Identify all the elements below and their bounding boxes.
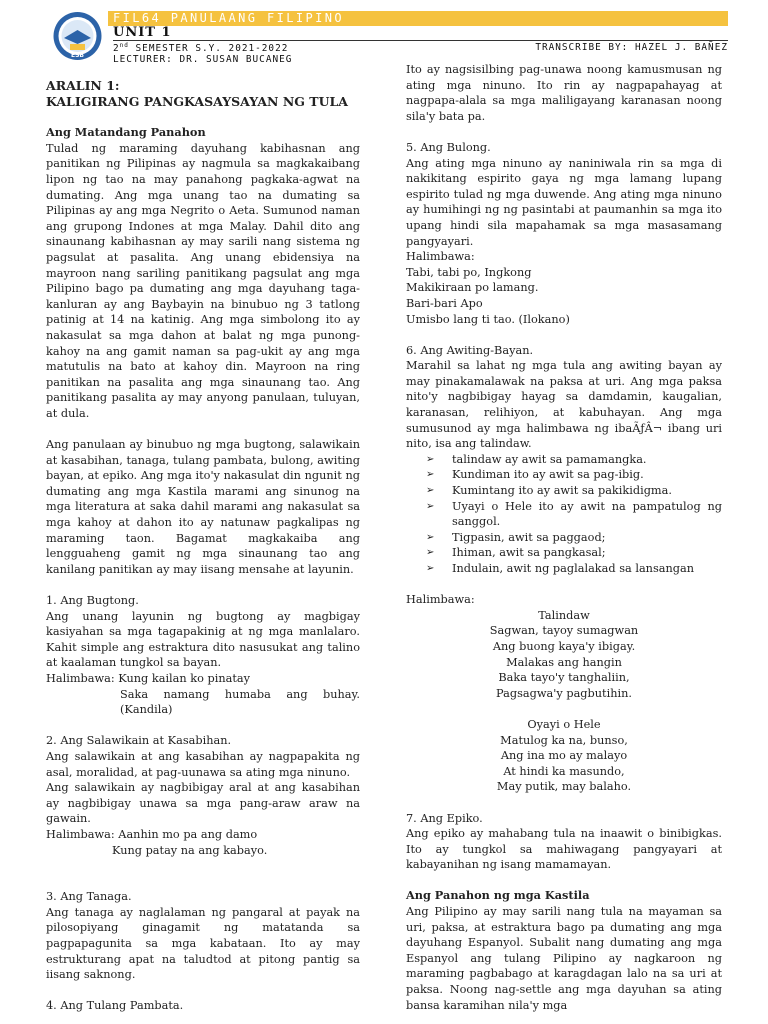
- poem-line: Malakas ang hangin: [506, 655, 622, 669]
- item-heading-salawikain: 2. Ang Salawikain at Kasabihan.: [46, 734, 232, 748]
- lesson-number: ARALIN 1:: [46, 77, 120, 93]
- example-line: Kung patay na ang kabayo.: [112, 843, 268, 857]
- poem-line: Pagsagwa'y pagbutihin.: [496, 686, 632, 700]
- poem-line: May putik, may balaho.: [496, 780, 632, 794]
- poem-line: Ang buong kaya'y ibigay.: [492, 639, 636, 653]
- poem-line: Baka tayo'y tanghaliin,: [498, 671, 630, 685]
- paragraph: Marahil sa lahat ng mga tula ang awiting bayan ay may pinakamalawak na paksa at uri. Ang mga paksa nito'y nagbibigay hayag sa damdamin, kaugalian, karanasan, relihiyon, at kabuhayan. Ang mga sumusunod ay mga halimbawa ng ibaÃƒÂ¬ ibang uri nito, isa ang talindaw.: [406, 359, 722, 451]
- example-line: Makikiraan po lamang.: [406, 281, 539, 295]
- poem-line: At hindi ka masundo,: [503, 764, 625, 778]
- list-item: ➢ Tigpasin, awit sa paggaod;: [426, 530, 606, 544]
- example-label: Halimbawa:: [406, 250, 475, 264]
- lecturer-label: LECTURER: DR. SUSAN BUCANEG: [113, 54, 293, 65]
- paragraph: Ito ay nagsisilbing pag-unawa noong kamusmusan ng ating mga ninuno. Ito rin ay nagpapahayag at nagpapa-alala sa mga maliligayang karanasan noong sila'y bata pa.: [406, 63, 722, 123]
- poem-line: Matulog ka na, bunso,: [500, 733, 628, 747]
- arrow-bullet-icon: ➢: [426, 500, 435, 512]
- svg-text:ESB: ESB: [71, 52, 84, 59]
- unit-label: UNIT 1: [113, 25, 172, 40]
- school-seal-icon: [50, 10, 105, 62]
- list-item: ➢ Kundiman ito ay awit sa pag-ibig.: [426, 468, 644, 482]
- arrow-bullet-icon: ➢: [426, 469, 435, 481]
- paragraph: Ang tanaga ay naglalaman ng pangaral at payak na pilosopiyang ginagamit ng matatanda sa pagpapagunita sa mga kabataan. Ito ay may estrukturang apat na taludtod at pitong pantig sa iisang saknong.: [46, 905, 360, 982]
- song-types-list: [406, 452, 722, 577]
- list-item: ➢ Kumintang ito ay awit sa pakikidigma.: [426, 484, 672, 498]
- item-heading-tulang-pambata: 4. Ang Tulang Pambata.: [46, 999, 184, 1013]
- right-column: [406, 62, 722, 1013]
- poem-title-talindaw: Talindaw: [538, 608, 590, 622]
- poem-line: Ang ina mo ay malayo: [500, 749, 628, 763]
- list-item: ➢ talindaw ay awit sa pamamangka.: [426, 452, 647, 466]
- list-item: ➢ Uyayi o Hele ito ay awit na pampatulog ng sanggol.: [426, 499, 722, 529]
- list-item: ➢ Ihiman, awit sa pangkasal;: [426, 546, 606, 560]
- arrow-bullet-icon: ➢: [426, 453, 435, 465]
- header-divider: [113, 40, 728, 41]
- item-heading-awiting-bayan: 6. Ang Awiting-Bayan.: [406, 343, 534, 357]
- example-line: Umisbo lang ti tao. (Ilokano): [406, 312, 570, 326]
- arrow-bullet-icon: ➢: [426, 547, 435, 559]
- item-heading-bulong: 5. Ang Bulong.: [406, 140, 491, 154]
- section-heading-matandang-panahon: Ang Matandang Panahon: [46, 125, 206, 140]
- example-label: Halimbawa:: [406, 593, 475, 607]
- paragraph: Tulad ng maraming dayuhang kabihasnan ang panitikan ng Pilipinas ay nagmula sa magkakaibang lipon ng tao na may panahong pagkaka-agwat na dumating. Ang mga unang tao na dumating sa Pilipinas ay ang mga Negrito o Aeta. Sumunod naman ang grupong Indones at mga Malay. Dahil dito ang sinaunang kabihasnan ay may sarili nang sistema ng pagsulat at pasalita. Ang unang ebidensiya na mayroon nang sariling panitikang pagsulat ang mga Pilipino bago pa dumating ang mga dayuhang taga-kanluran ay ang Baybayin na binubuo ng 3 tatlong patinig at 14 na katinig. Ang mga simbolong ito ay nakasulat sa mga dahon at balat ng mga punong-kahoy na ang gamit naman sa pag-ukit ay ang mga matutulis na bato at kahoy din. Mayroon na ring panitikan na pasalita ang mga sinaunang tao. Ang panitikang pasalita ay may anyong panulaan, tuluyan, at dula.: [46, 141, 360, 420]
- list-item: ➢ Indulain, awit ng paglalakad sa lansangan: [426, 562, 695, 575]
- item-heading-epiko: 7. Ang Epiko.: [406, 811, 483, 825]
- section-heading-panahon-kastila: Ang Panahon ng mga Kastila: [406, 888, 590, 903]
- example-line: Saka namang humaba ang buhay.: [120, 687, 360, 701]
- lesson-title: KALIGIRANG PANGKASAYSAYAN NG TULA: [46, 93, 348, 109]
- poem-line: Sagwan, tayoy sumagwan: [489, 624, 639, 638]
- example-line: Tabi, tabi po, Ingkong: [406, 265, 532, 279]
- example-label: Halimbawa: Kung kailan ko pinatay: [46, 671, 251, 685]
- school-logo: [50, 10, 105, 62]
- paragraph: Ang Pilipino ay may sarili nang tula na mayaman sa uri, paksa, at estraktura bago pa dumating ang mga dayuhang Espanyol. Subalit nang dumating ang mga Espanyol ang tulang Pilipino ay nagkaroon ng maraming pagbabago at karagdagan lalo na sa uri at paksa. Noong nag-settle ang mga dayuhan sa ating bansa karamihan nila'y mga: [406, 905, 722, 1012]
- item-heading-tanaga: 3. Ang Tanaga.: [46, 890, 132, 904]
- example-answer: (Kandila): [120, 703, 173, 717]
- paragraph: Ang salawikain at ang kasabihan ay nagpapakita ng asal, moralidad, at pag-uunawa sa ating mga ninuno.: [46, 749, 360, 779]
- arrow-bullet-icon: ➢: [426, 531, 435, 543]
- poem-title-oyayi: Oyayi o Hele: [527, 717, 601, 731]
- arrow-bullet-icon: ➢: [426, 485, 435, 497]
- paragraph: Ang epiko ay mahabang tula na inaawit o binibigkas. Ito ay tungkol sa mahiwagang pangyayari at kabayanihan ng isang mamamayan.: [406, 827, 722, 872]
- paragraph: Ang unang layunin ng bugtong ay magbigay kasiyahan sa mga tagapakinig at ng mga manlalaro. Kahit simple ang estraktura dito nasusukat ang talino at kaalaman tungkol sa bayan.: [46, 609, 360, 670]
- left-column: [46, 62, 360, 1014]
- paragraph: Ang panulaan ay binubuo ng mga bugtong, salawikain at kasabihan, tanaga, tulang pambata, bulong, awiting bayan, at epiko. Ang mga ito'y nakasulat din ngunit ng dumating ang mga Kastila marami ang sinunog na mga literatura at saka dahil marami ang nakasulat sa mga kahoy at dahon ito ay natunaw pagkalipas ng maraming taon. Bagamat magkakaiba ang lengguaheng gamit ng mga sinaunang tao ang kanilang panitikan ay may iisang mensahe at layunin.: [46, 438, 360, 576]
- transcriber-label: TRANSCRIBE BY: HAZEL J. BAÑEZ: [535, 42, 728, 53]
- course-title: FIL64 PANULAANG FILIPINO: [113, 11, 344, 25]
- example-line: Bari-bari Apo: [406, 296, 483, 310]
- example-label: Halimbawa: Aanhin mo pa ang damo: [46, 827, 258, 841]
- paragraph: Ang salawikain ay nagbibigay aral at ang kasabihan ay nagbibigay unawa sa mga pang-araw araw na gawain.: [46, 781, 360, 826]
- paragraph: Ang ating mga ninuno ay naniniwala rin sa mga di nakikitang espirito gaya ng mga lamang lupang espirito tulad ng mga duwende. Ang ating mga ninuno ay humihingi ng ng pasintabi at paumanhin sa mga ito upang hindi sila mapahamak sa mga masasamang pangyayari.: [406, 156, 722, 248]
- item-heading-bugtong: 1. Ang Bugtong.: [46, 594, 139, 607]
- semester-label: 2nd SEMESTER S.Y. 2021-2022: [113, 42, 289, 55]
- arrow-bullet-icon: ➢: [426, 563, 435, 574]
